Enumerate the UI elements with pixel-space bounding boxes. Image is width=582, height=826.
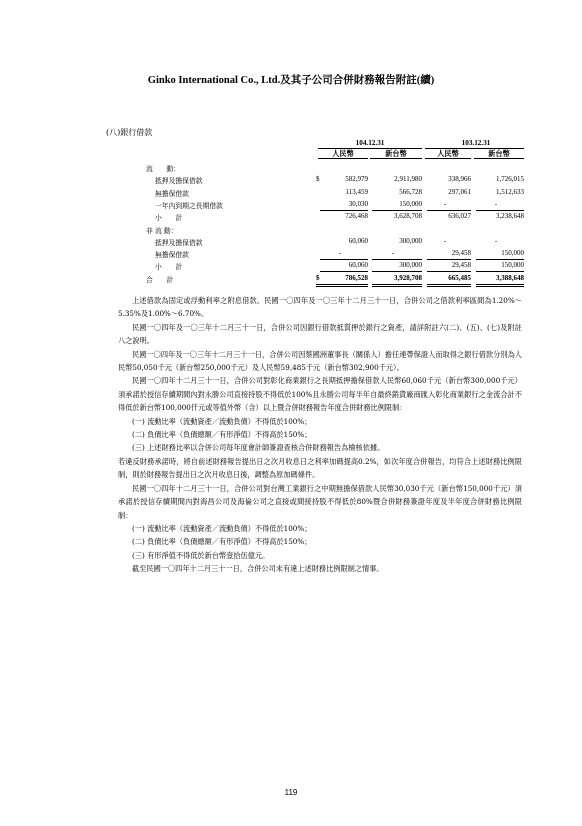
table-cell: 300,000 <box>399 261 422 270</box>
table-cell: 726,468 <box>345 212 368 221</box>
row-label: 小 計 <box>155 214 183 223</box>
note-paragraph: 若違反財務承諾時，將自前述財務報告提出日之次月收息日之利率加碼提高0.2%，如次年度合併報告，均符合上述財務比例限制，則於財務報告提出日之次月收息日後，調整為原加碼條件。 <box>118 456 522 480</box>
row-label: 流 動： <box>146 165 180 173</box>
row-label: 抵押及擔保借款 <box>155 177 203 186</box>
row-label: 一年內到期之長期借款 <box>155 201 223 210</box>
table-cell: 300,000 <box>399 236 422 245</box>
page-number: 119 <box>284 788 298 797</box>
table-row <box>0 261 582 272</box>
currency-header-rmb-2014: 人民幣 <box>437 150 459 158</box>
table-cell: 150,000 <box>501 261 524 270</box>
currency-underline <box>318 158 368 159</box>
row-label: 非 流 動： <box>146 226 178 235</box>
table-cell: 338,966 <box>448 175 471 184</box>
double-underline <box>320 284 368 288</box>
table-row <box>0 175 582 186</box>
row-label: 無擔保借款 <box>155 251 189 260</box>
table-cell: 786,528 <box>345 273 368 282</box>
table-cell: 30,030 <box>348 199 368 208</box>
double-underline <box>372 284 422 288</box>
note-list-item: (二) 負債比率（負債總額／有形淨值）不得高於150%； <box>132 537 312 547</box>
table-cell: - <box>391 249 395 258</box>
year-header-2014: 103.12.31 <box>461 139 491 147</box>
year-header-2015: 104.12.31 <box>355 139 385 147</box>
table-cell: 665,485 <box>448 273 471 282</box>
cell-underline <box>320 210 368 211</box>
table-row <box>0 274 582 285</box>
table-cell: 29,458 <box>451 249 471 258</box>
table-cell: 1,726,015 <box>496 175 524 184</box>
note-paragraph: 上述借款為固定或浮動利率之附息借款。民國一〇四年及一〇三年十二月三十一日，合併公司之借款利率區間為1.20%～5.35%及1.00%～6.70%。 <box>118 296 522 319</box>
table-cell: 113,459 <box>345 187 368 196</box>
cell-underline <box>320 271 368 272</box>
note-paragraph: 民國一〇四年十二月三十一日，合併公司對台灣工業銀行之中期無擔保借款人民幣30,030千元（新台幣150,000千元）須承諾於授信存續期間內對海昌公司及海倫公司之直接或間接持股不得低於80%暨合併財務簽證年度及半年度合併財務比例限制： <box>118 483 522 520</box>
table-cell: - <box>443 199 447 208</box>
cell-underline <box>320 259 368 260</box>
table-cell: 566,728 <box>399 187 422 196</box>
dollar-sign: $ <box>316 175 320 184</box>
note-list-item: (一) 流動比率（流動資產／流動負債）不得低於100%； <box>132 416 312 426</box>
table-cell: 3,238,648 <box>496 212 524 221</box>
table-cell: 3,928,708 <box>394 273 422 282</box>
table-cell: - <box>494 199 498 208</box>
table-cell: 150,000 <box>501 249 524 258</box>
note-paragraph: 民國一〇四年及一〇三年十二月三十一日，合併公司因蔡國洲董事長（關係人）擔任連帶保證人而取得之銀行借款分別為人民幣50,050千元（新台幣250,000千元）及人民幣59,485千元（新台幣302,900千元）。 <box>118 349 522 373</box>
cell-underline <box>427 259 471 260</box>
cell-underline <box>427 271 471 272</box>
notes-body <box>118 294 522 576</box>
currency-header-ntd-2015: 新台幣 <box>385 150 407 158</box>
cell-underline <box>372 271 422 272</box>
table-cell: 60,060 <box>348 236 368 245</box>
table-cell: 582,979 <box>345 175 368 184</box>
currency-underline <box>370 158 422 159</box>
note-paragraph: 截至民國一〇四年十二月三十一日，合併公司未有違上述財務比例限制之情事。 <box>132 564 384 574</box>
table-row <box>0 225 582 236</box>
row-label: 小 計 <box>155 263 183 272</box>
note-list-item: (一) 流動比率（流動資產／流動負債）不得低於100%； <box>132 523 312 533</box>
table-cell: 1,512,633 <box>496 187 524 196</box>
row-label: 無擔保借款 <box>155 189 189 198</box>
cell-underline <box>372 210 422 211</box>
table-cell: 60,060 <box>348 261 368 270</box>
currency-header-rmb-2015: 人民幣 <box>332 150 354 158</box>
table-cell: - <box>338 249 342 258</box>
table-cell: 2,911,980 <box>394 175 422 184</box>
note-list-item: (二) 負債比率（負債總額／有形淨值）不得高於150%； <box>132 430 312 440</box>
table-row <box>0 200 582 211</box>
table-cell: 150,000 <box>399 199 422 208</box>
cell-underline <box>476 271 524 272</box>
note-list-item: (三) 上述財務比率以合併公司每年度會計師簽證查核合併財務報告為檢核依據。 <box>132 443 385 453</box>
section-heading: (八)銀行借款 <box>106 128 153 137</box>
cell-underline <box>427 210 471 211</box>
currency-underline <box>474 158 524 159</box>
table-cell: 636,027 <box>448 212 471 221</box>
table-cell: 3,388,648 <box>496 273 524 282</box>
table-row <box>0 163 582 174</box>
table-row <box>0 212 582 223</box>
table-cell: 297,061 <box>448 187 471 196</box>
page-title: Ginko International Co., Ltd.及其子公司合併財務報告附註(續) <box>147 75 435 86</box>
row-label: 合 計 <box>146 275 174 284</box>
double-underline <box>427 284 471 288</box>
note-paragraph: 民國一〇四年十二月三十一日，合併公司對彰化商業銀行之長期抵押擔保借款人民幣60,060千元（新台幣300,000千元）須承諾於授信存續期間內對永勝公司直接持股不得低於100%且永勝公司每半年自最終銷貨廠商匯入彰化商業銀行之金流合計不得低於新台幣100,000仟元或等值外幣（含）以上暨合併財務報告年度合併財務比例限制： <box>118 376 522 413</box>
table-row <box>0 237 582 248</box>
double-underline <box>476 284 524 288</box>
table-row <box>0 188 582 199</box>
currency-underline <box>425 158 471 159</box>
table-row <box>0 249 582 260</box>
note-list-item: (三) 有形淨值不得低於新台幣壹拾伍億元。 <box>132 550 270 560</box>
row-label: 抵押及擔保借款 <box>155 238 203 247</box>
cell-underline <box>476 259 524 260</box>
cell-underline <box>476 210 524 211</box>
table-cell: 29,458 <box>451 261 471 270</box>
double-underline <box>316 284 322 288</box>
table-cell: 3,628,708 <box>394 212 422 221</box>
currency-header-ntd-2014: 新台幣 <box>488 150 510 158</box>
table-cell: - <box>494 236 498 245</box>
note-paragraph: 民國一〇四年及一〇三年十二月三十一日，合併公司因銀行借款抵質押於銀行之資產，請詳附註六(二)、(五)、(七)及附註八之說明。 <box>118 322 522 346</box>
dollar-sign: $ <box>316 273 320 282</box>
cell-underline <box>372 259 422 260</box>
table-cell: - <box>443 236 447 245</box>
